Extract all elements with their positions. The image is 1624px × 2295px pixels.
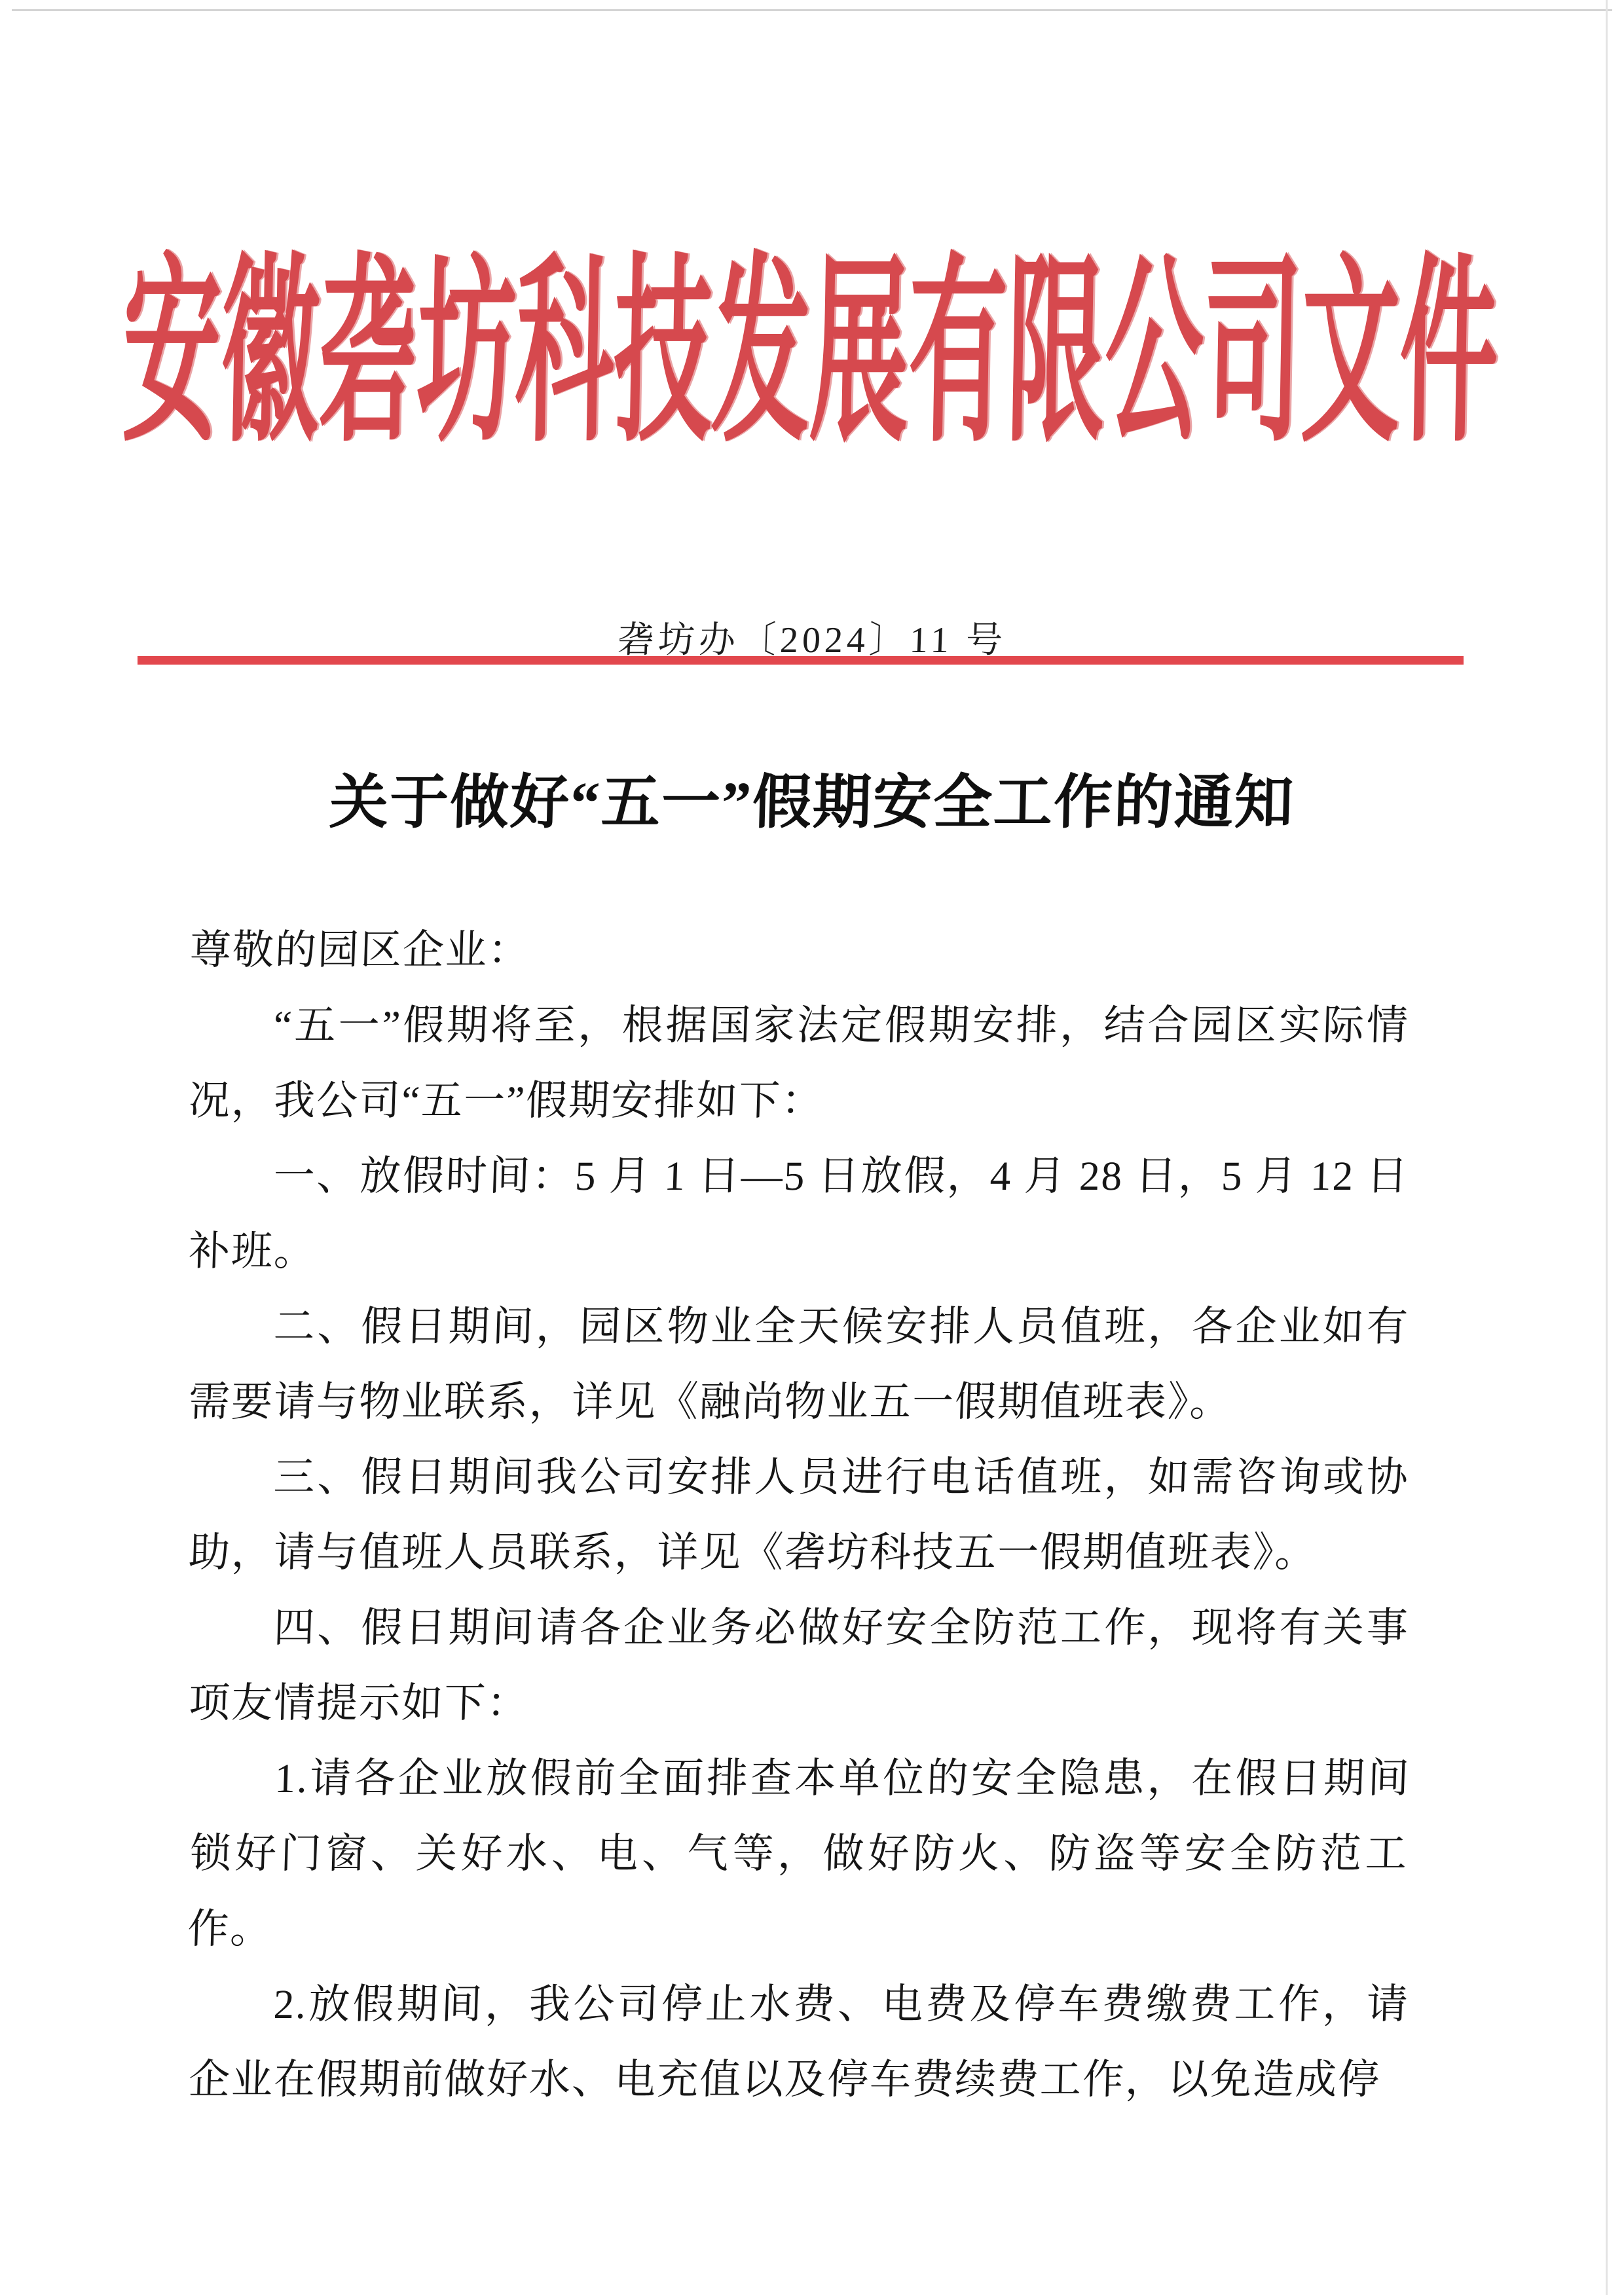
paragraph-tip-1-safety-check: 1.请各企业放假前全面排查本单位的安全隐患，在假日期间锁好门窗、关好水、电、气等，做好防火、防盗等安全防范工作。 bbox=[187, 1755, 1411, 1952]
paragraph-intro: “五一”假期将至，根据国家法定假期安排，结合园区实际情况，我公司“五一”假期安排如下： bbox=[188, 1002, 1410, 1124]
paragraph-item-2-property-duty: 二、假日期间，园区物业全天候安排人员值班，各企业如有需要请与物业联系，详见《融尚物业五一假期值班表》。 bbox=[188, 1304, 1410, 1425]
letterhead bbox=[0, 243, 1624, 466]
salutation: 尊敬的园区企业： bbox=[189, 927, 532, 973]
paragraph-item-4-safety-intro: 四、假日期间请各企业务必做好安全防范工作，现将有关事项友情提示如下： bbox=[188, 1605, 1410, 1726]
notice-body bbox=[187, 913, 1411, 2118]
paragraph-item-3-phone-duty: 三、假日期间我公司安排人员进行电话值班，如需咨询或协助，请与值班人员联系，详见《砻坊科技五一假期值班表》。 bbox=[188, 1454, 1410, 1575]
paragraph-tip-2-fee-notice: 2.放假期间，我公司停止水费、电费及停车费缴费工作，请企业在假期前做好水、电充值以及停车费续费工作，以免造成停 bbox=[188, 1981, 1410, 2102]
document-number: 砻坊办〔2024〕11 号 bbox=[616, 620, 1008, 661]
notice-title: 关于做好“五一”假期安全工作的通知 bbox=[328, 771, 1296, 835]
paragraph-item-1-holiday-dates: 一、放假时间：5 月 1 日—5 日放假，4 月 28 日，5 月 12 日补班。 bbox=[188, 1153, 1410, 1274]
company-letterhead-text: 安徽砻坊科技发展有限公司文件 bbox=[120, 243, 1500, 466]
scan-artifact-top-line bbox=[12, 9, 1612, 11]
